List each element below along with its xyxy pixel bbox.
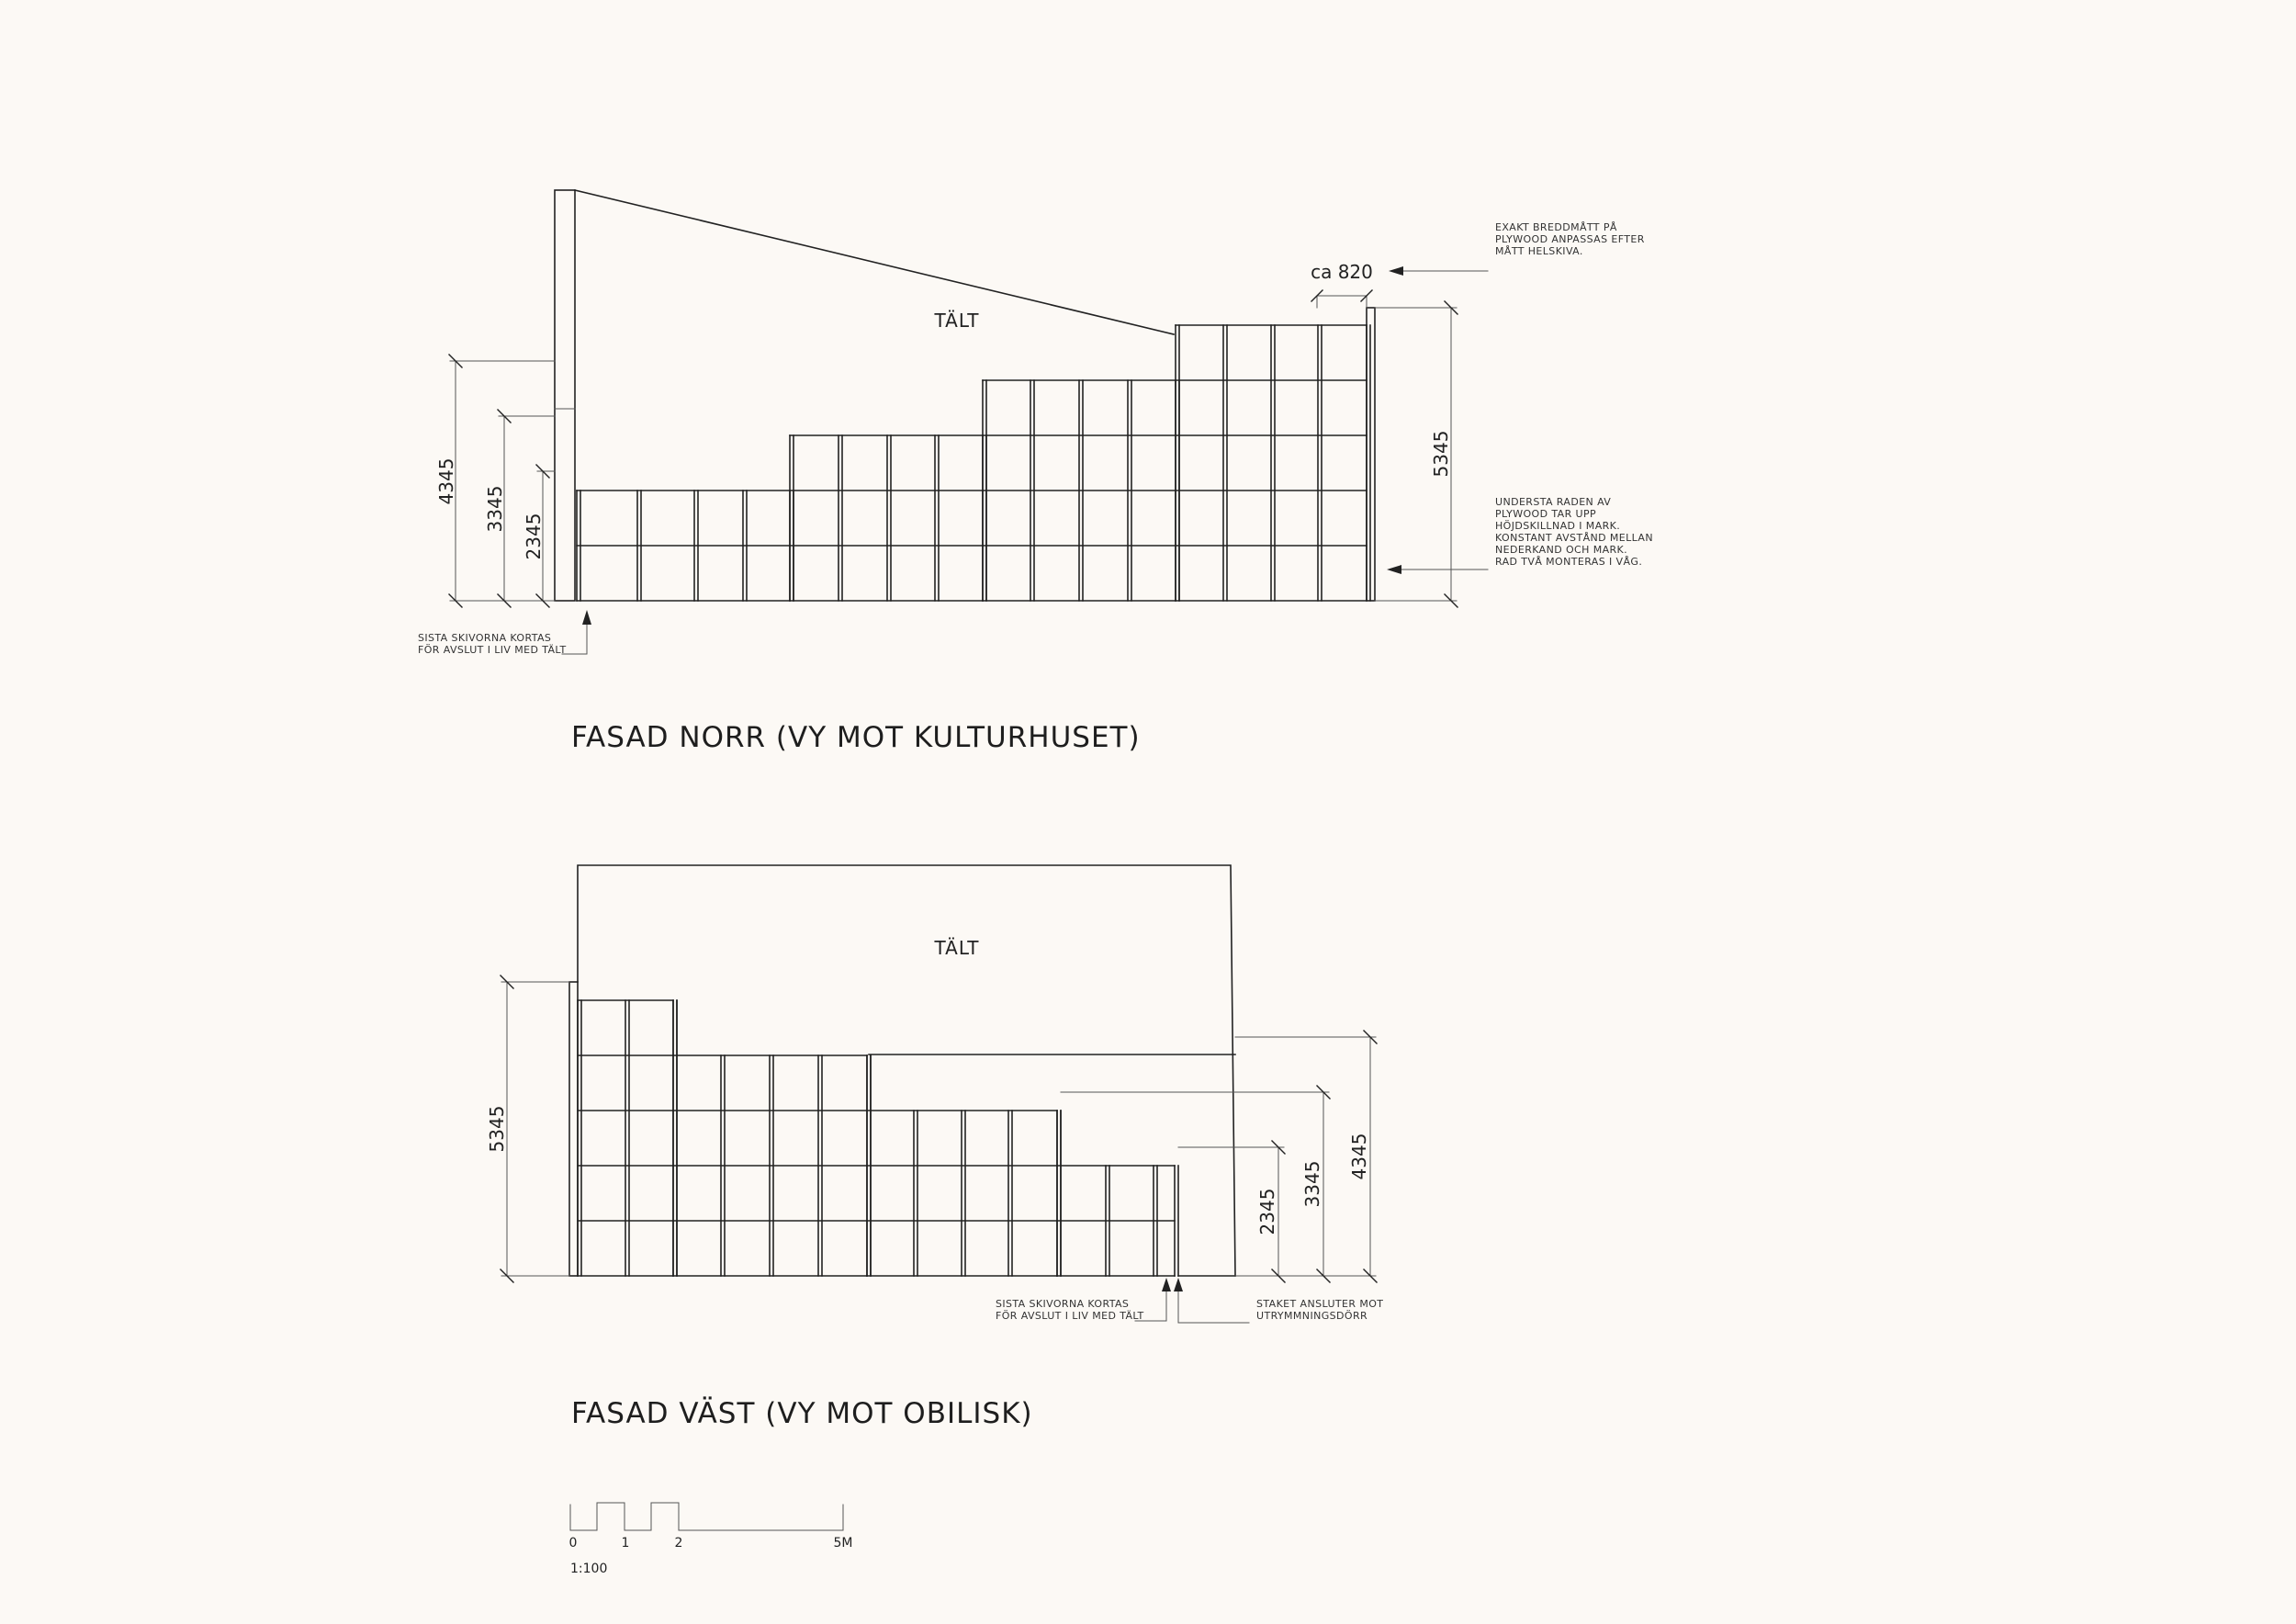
west-dimension-4345	[1235, 1031, 1377, 1282]
north-dim-text-5345: 5345	[1430, 430, 1452, 478]
scale-tick-5m: 5M	[833, 1536, 853, 1551]
north-plywood-fence	[577, 325, 1370, 601]
scale-tick-1: 1	[621, 1536, 630, 1551]
north-dim-text-4345: 4345	[435, 457, 457, 505]
north-note-bottom: SISTA SKIVORNA KORTAS FÖR AVSLUT I LIV MED TÄLT	[418, 632, 567, 656]
west-dim-text-4345: 4345	[1348, 1133, 1370, 1180]
scale-tick-2: 2	[674, 1536, 683, 1551]
west-note-right-arrow	[1174, 1278, 1249, 1323]
north-dimension-4345	[435, 355, 555, 607]
north-facade-title: FASAD NORR (VY MOT KULTURHUSET)	[571, 721, 1141, 754]
west-tent-label: TÄLT	[934, 937, 980, 959]
north-dim-text-ca820: ca 820	[1311, 261, 1373, 283]
west-facade-title: FASAD VÄST (VY MOT OBILISK)	[571, 1397, 1033, 1430]
north-facade	[418, 190, 1657, 754]
west-dimension-3345	[1061, 1086, 1330, 1282]
scale-ratio: 1:100	[570, 1562, 608, 1576]
west-note-right: STAKET ANSLUTER MOT UTRYMMNINGSDÖRR	[1256, 1298, 1384, 1322]
north-note-top-arrow	[1389, 266, 1488, 276]
north-dimension-2345	[523, 465, 555, 607]
scale-bar	[569, 1503, 853, 1576]
north-dimension-3345	[484, 410, 555, 607]
west-dim-text-2345: 2345	[1256, 1188, 1278, 1235]
north-note-right: UNDERSTA RADEN AV PLYWOOD TAR UPP HÖJDSKILLNAD I MARK. KONSTANT AVSTÅND MELLAN NEDERKAND OCH MARK. RAD TVÅ MONTERAS I VÅG.	[1495, 496, 1653, 568]
scale-tick-0: 0	[568, 1536, 578, 1551]
north-tent-outline	[555, 190, 1174, 601]
north-note-bottom-arrow	[562, 610, 591, 654]
north-note-top-right: EXAKT BREDDMÅTT PÅ PLYWOOD ANPASSAS EFTER MÅTT HELSKIVA.	[1495, 221, 1645, 257]
north-dim-text-2345: 2345	[523, 513, 545, 560]
west-facade	[486, 865, 1387, 1430]
west-plywood-fence	[578, 1000, 1178, 1276]
north-dimension-5345	[1375, 301, 1458, 607]
north-dim-text-3345: 3345	[484, 485, 506, 533]
west-end-post	[569, 982, 578, 1276]
west-dim-text-3345: 3345	[1301, 1160, 1323, 1208]
west-note-left: SISTA SKIVORNA KORTAS FÖR AVSLUT I LIV MED TÄLT	[996, 1298, 1144, 1322]
west-dim-text-5345: 5345	[486, 1105, 508, 1153]
north-note-right-arrow	[1387, 565, 1488, 574]
north-dimension-ca820	[1311, 261, 1373, 308]
west-dimension-2345	[1178, 1141, 1285, 1282]
north-tent-label: TÄLT	[934, 310, 980, 332]
scale-bar-line	[570, 1503, 843, 1530]
west-dimension-5345	[486, 976, 569, 1282]
